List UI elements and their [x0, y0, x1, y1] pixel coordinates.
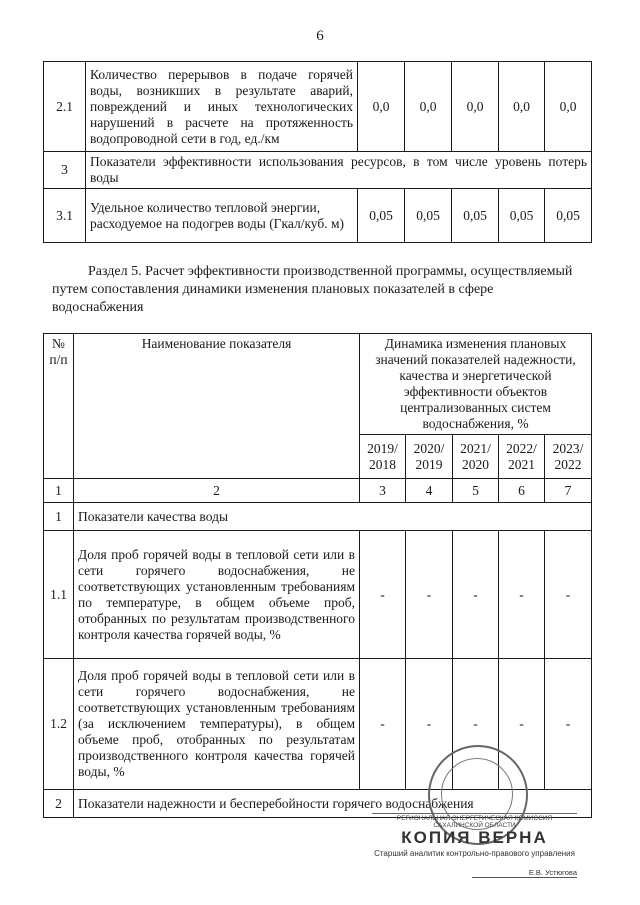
value-cell: - [499, 659, 545, 790]
value-cell: - [406, 531, 453, 659]
column-number: 5 [453, 479, 499, 503]
column-number: 1 [44, 479, 74, 503]
section-name: Показатели качества воды [74, 503, 592, 531]
header-period: 2020/ 2019 [406, 435, 453, 479]
row-number: 1.1 [44, 531, 74, 659]
page-number: 6 [316, 28, 324, 44]
section-name: Показатели надежности и бесперебойности горячего водоснабжения [74, 790, 592, 818]
row-number: 2.1 [44, 62, 86, 152]
header-period: 2019/ 2018 [360, 435, 406, 479]
value-cell: 0,0 [405, 62, 452, 152]
certification-stamp [372, 745, 577, 895]
value-cell: - [360, 531, 406, 659]
column-number: 4 [406, 479, 453, 503]
column-number: 2 [74, 479, 360, 503]
indicators-table-continued [43, 61, 592, 243]
stamp-signer: Е.В. Устюгова [472, 868, 577, 878]
value-cell: - [406, 659, 453, 790]
section-name: Показатели эффективности использования ресурсов, в том числе уровень потерь воды [86, 152, 592, 189]
value-cell: 0,0 [358, 62, 405, 152]
header-number: № п/п [44, 334, 74, 479]
table-row [44, 531, 592, 659]
header-period: 2023/ 2022 [545, 435, 592, 479]
table-row [44, 189, 592, 243]
section-row [44, 503, 592, 531]
value-cell: 0,05 [499, 189, 545, 243]
column-number: 3 [360, 479, 406, 503]
stamp-organization: РЕГИОНАЛЬНАЯ ЭНЕРГЕТИЧЕСКАЯ КОМИССИЯ САХАЛИНСКОЙ ОБЛАСТИ [372, 813, 577, 829]
value-cell: 0,0 [452, 62, 499, 152]
indicator-name: Доля проб горячей воды в тепловой сети или в сети горячего водоснабжения, не соответствующих установленным требованиям по температуре, в общем объеме проб, отобранных по результатам производственного контроля качества горячей воды, % [74, 531, 360, 659]
stamp-role: Старший аналитик контрольно-правового управления [374, 849, 575, 858]
row-number: 3.1 [44, 189, 86, 243]
section-row [44, 152, 592, 189]
header-period: 2022/ 2021 [499, 435, 545, 479]
value-cell: - [453, 659, 499, 790]
header-dynamics: Динамика изменения плановых значений показателей надежности, качества и энергетической эффективности объектов централизованных систем водоснабжения, % [360, 334, 592, 435]
section-title: Раздел 5. Расчет эффективности производственной программы, осуществляемый путем сопоставления динамики изменения плановых показателей в сфере водоснабжения [52, 264, 573, 315]
value-cell: - [360, 659, 406, 790]
row-number: 3 [44, 152, 86, 189]
value-cell: - [545, 659, 592, 790]
value-cell: - [453, 531, 499, 659]
header-indicator-name: Наименование показателя [74, 334, 360, 479]
indicator-name: Доля проб горячей воды в тепловой сети или в сети горячего водоснабжения, не соответствующих установленным требованиям (за исключением температуры), в общем объеме проб, отобранных по результатам производственного контроля качества горячей воды, % [74, 659, 360, 790]
column-number: 7 [545, 479, 592, 503]
indicator-name: Удельное количество тепловой энергии, расходуемое на подогрев воды (Гкал/куб. м) [86, 189, 358, 243]
indicator-name: Количество перерывов в подаче горячей воды, возникших в результате аварий, повреждений и иных технологических нарушений в расчете на протяженность водопроводной сети в год, ед./км [86, 62, 358, 152]
row-number: 2 [44, 790, 74, 818]
value-cell: 0,05 [545, 189, 592, 243]
value-cell: 0,05 [452, 189, 499, 243]
table-row [44, 62, 592, 152]
value-cell: 0,0 [545, 62, 592, 152]
row-number: 1.2 [44, 659, 74, 790]
value-cell: - [499, 531, 545, 659]
column-number: 6 [499, 479, 545, 503]
header-row [44, 334, 592, 435]
value-cell: 0,05 [405, 189, 452, 243]
value-cell: 0,0 [499, 62, 545, 152]
row-number: 1 [44, 503, 74, 531]
value-cell: - [545, 531, 592, 659]
value-cell: 0,05 [358, 189, 405, 243]
stamp-copy-verified: КОПИЯ ВЕРНА [401, 828, 548, 847]
column-numbers-row [44, 479, 592, 503]
header-period: 2021/ 2020 [453, 435, 499, 479]
